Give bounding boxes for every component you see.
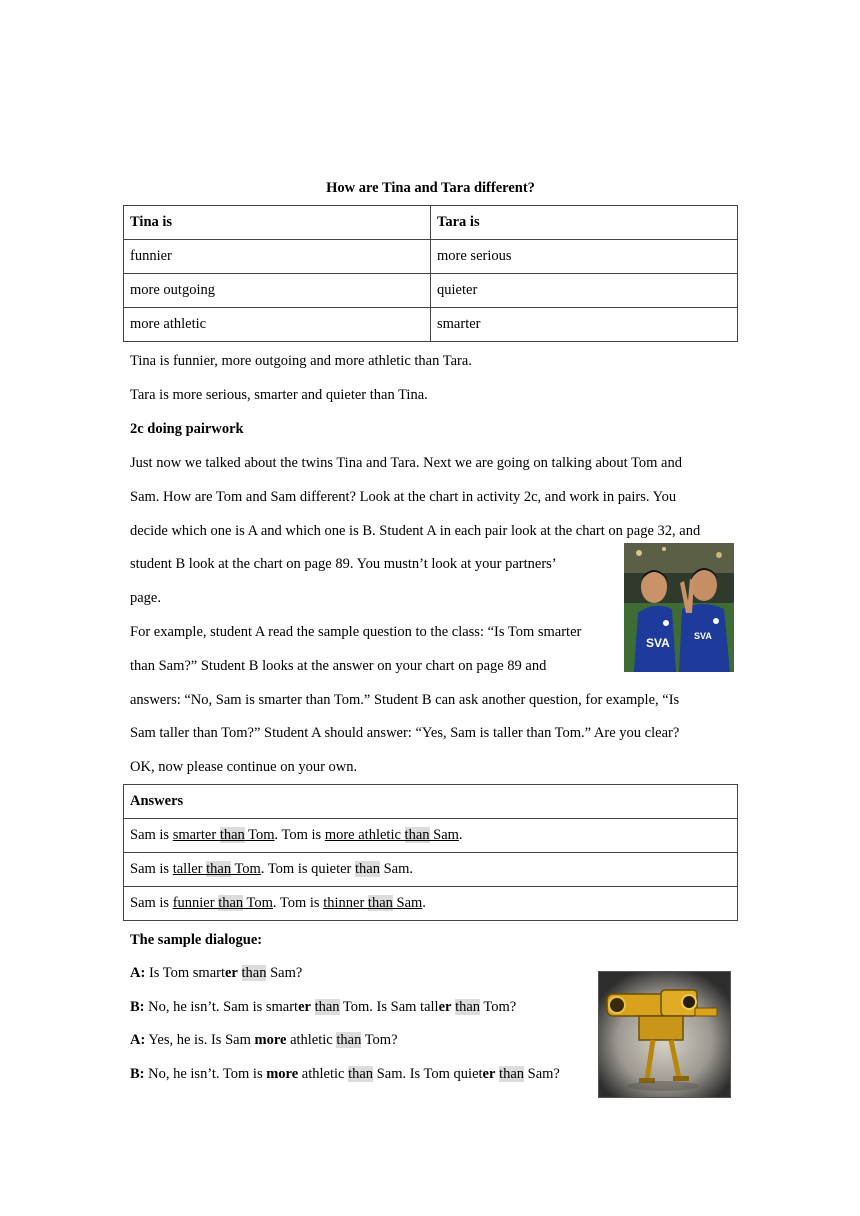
than-highlight: than bbox=[336, 1032, 362, 1048]
header-tina: Tina is bbox=[124, 206, 431, 240]
summary-line: Tina is funnier, more outgoing and more athletic than Tara. bbox=[130, 353, 472, 369]
dialogue-text: Sam. Is Tom quiet bbox=[373, 1066, 483, 1082]
table-row bbox=[124, 274, 738, 308]
comparative-suffix: er bbox=[298, 999, 311, 1015]
table-row bbox=[124, 819, 738, 853]
dialogue-text: Sam? bbox=[524, 1066, 560, 1082]
speaker-label: B: bbox=[130, 1066, 145, 1082]
answer-cell bbox=[124, 853, 738, 887]
dialogue-text bbox=[238, 965, 242, 981]
than-highlight: than bbox=[367, 895, 393, 911]
summary-line: Tara is more serious, smarter and quieter than Tina. bbox=[130, 387, 428, 403]
dialogue-line bbox=[130, 999, 516, 1016]
page-title: How are Tina and Tara different? bbox=[326, 180, 535, 196]
answer-text: . Tom is bbox=[274, 827, 325, 843]
comparative-suffix: er bbox=[482, 1066, 496, 1082]
cell-tara: smarter bbox=[431, 308, 738, 342]
table-header-row bbox=[124, 206, 738, 240]
answer-underlined bbox=[173, 827, 275, 843]
dialogue-line bbox=[130, 1066, 560, 1083]
speaker-label: A: bbox=[130, 965, 146, 981]
dialogue-heading: The sample dialogue: bbox=[130, 932, 263, 948]
instruction-line: page. bbox=[130, 590, 161, 606]
than-highlight: than bbox=[206, 861, 232, 877]
table-row bbox=[124, 887, 738, 921]
answer-underlined bbox=[173, 861, 261, 877]
than-highlight: than bbox=[314, 999, 340, 1015]
cell-tina: funnier bbox=[124, 240, 431, 274]
table-row bbox=[124, 853, 738, 887]
instruction-line: than Sam?” Student B looks at the answer on your chart on page 89 and bbox=[130, 658, 547, 674]
dialogue-text: No, he isn’t. Sam is smart bbox=[144, 999, 299, 1015]
robot-drawing bbox=[599, 972, 730, 1097]
answer-word: Tom bbox=[244, 827, 275, 843]
compare-table bbox=[123, 205, 738, 342]
dialogue-text: Tom. Is Sam tall bbox=[339, 999, 439, 1015]
cell-tina: more athletic bbox=[124, 308, 431, 342]
answer-cell bbox=[124, 887, 738, 921]
answer-text: Sam is bbox=[130, 827, 173, 843]
comparative-word: more bbox=[266, 1066, 299, 1082]
instruction-line: Just now we talked about the twins Tina and Tara. Next we are going on talking about Tom and bbox=[130, 455, 682, 471]
than-highlight: than bbox=[218, 895, 244, 911]
dialogue-text: Tom? bbox=[480, 999, 517, 1015]
answer-word: thinner bbox=[323, 895, 368, 911]
answer-word: more athletic bbox=[324, 827, 405, 843]
answers-table bbox=[123, 784, 738, 921]
cell-tina: more outgoing bbox=[124, 274, 431, 308]
cell-tara: quieter bbox=[431, 274, 738, 308]
twins-photo-drawing bbox=[624, 543, 734, 672]
answer-underlined bbox=[323, 895, 422, 911]
twins-photo bbox=[624, 543, 734, 672]
answer-text: Sam is bbox=[130, 861, 173, 877]
table-header-row bbox=[124, 785, 738, 819]
speaker-label: A: bbox=[130, 1032, 146, 1048]
comparative-suffix: er bbox=[438, 999, 452, 1015]
robot-image bbox=[598, 971, 731, 1098]
than-highlight: than bbox=[241, 965, 267, 981]
dialogue-text: No, he isn’t. Tom is bbox=[144, 1066, 267, 1082]
answer-underlined bbox=[325, 827, 459, 843]
answer-text: . bbox=[458, 827, 463, 843]
answer-word: Sam bbox=[392, 895, 423, 911]
answer-text: . Tom is quieter bbox=[260, 861, 356, 877]
answer-underlined bbox=[173, 895, 273, 911]
instruction-line: OK, now please continue on your own. bbox=[130, 759, 358, 775]
speaker-label: B: bbox=[130, 999, 145, 1015]
than-highlight: than bbox=[355, 861, 380, 877]
answers-header: Answers bbox=[124, 785, 738, 819]
answer-text: Sam is bbox=[130, 895, 173, 911]
instruction-line: answers: “No, Sam is smarter than Tom.” Student B can ask another question, for example, “Is bbox=[130, 692, 680, 708]
table-row bbox=[124, 240, 738, 274]
svg-text:SVA: SVA bbox=[694, 631, 712, 641]
dialogue-text: Tom? bbox=[361, 1032, 398, 1048]
instruction-line: decide which one is A and which one is B. Student A in each pair look at the chart on page 32, and bbox=[130, 523, 701, 539]
answer-text: . bbox=[422, 895, 426, 911]
than-highlight: than bbox=[499, 1066, 525, 1082]
comparative-suffix: er bbox=[225, 965, 238, 981]
header-tara: Tara is bbox=[431, 206, 738, 240]
answer-word: Sam bbox=[429, 827, 459, 843]
dialogue-text: Yes, he is. Is Sam bbox=[145, 1032, 255, 1048]
answer-text: Sam. bbox=[379, 861, 414, 877]
dialogue-text: athletic bbox=[286, 1032, 337, 1048]
instruction-line: Sam taller than Tom?” Student A should answer: “Yes, Sam is taller than Tom.” Are you clear? bbox=[130, 725, 680, 741]
answer-word: taller bbox=[172, 861, 207, 877]
than-highlight: than bbox=[348, 1066, 374, 1082]
answer-cell bbox=[124, 819, 738, 853]
dialogue-line bbox=[130, 1032, 398, 1049]
table-row bbox=[124, 308, 738, 342]
instruction-line: student B look at the chart on page 89. You mustn’t look at your partners’ bbox=[130, 556, 557, 572]
comparative-word: more bbox=[254, 1032, 287, 1048]
cell-tara: more serious bbox=[431, 240, 738, 274]
answer-word: smarter bbox=[172, 827, 220, 843]
answer-word: Tom bbox=[231, 861, 261, 877]
answer-word: Tom bbox=[243, 895, 273, 911]
dialogue-text: athletic bbox=[298, 1066, 349, 1082]
than-highlight: than bbox=[455, 999, 481, 1015]
answer-word: funnier bbox=[172, 895, 219, 911]
answer-text: . Tom is bbox=[272, 895, 324, 911]
dialogue-text: Is Tom smart bbox=[145, 965, 225, 981]
section-heading: 2c doing pairwork bbox=[130, 421, 244, 437]
than-highlight: than bbox=[219, 827, 245, 843]
svg-text:SVA: SVA bbox=[646, 636, 670, 650]
than-highlight: than bbox=[404, 827, 430, 843]
instruction-line: For example, student A read the sample question to the class: “Is Tom smarter bbox=[130, 624, 582, 640]
dialogue-text: Sam? bbox=[266, 965, 303, 981]
instruction-line: Sam. How are Tom and Sam different? Look at the chart in activity 2c, and work in pairs. You bbox=[130, 489, 677, 505]
dialogue-line bbox=[130, 965, 302, 982]
